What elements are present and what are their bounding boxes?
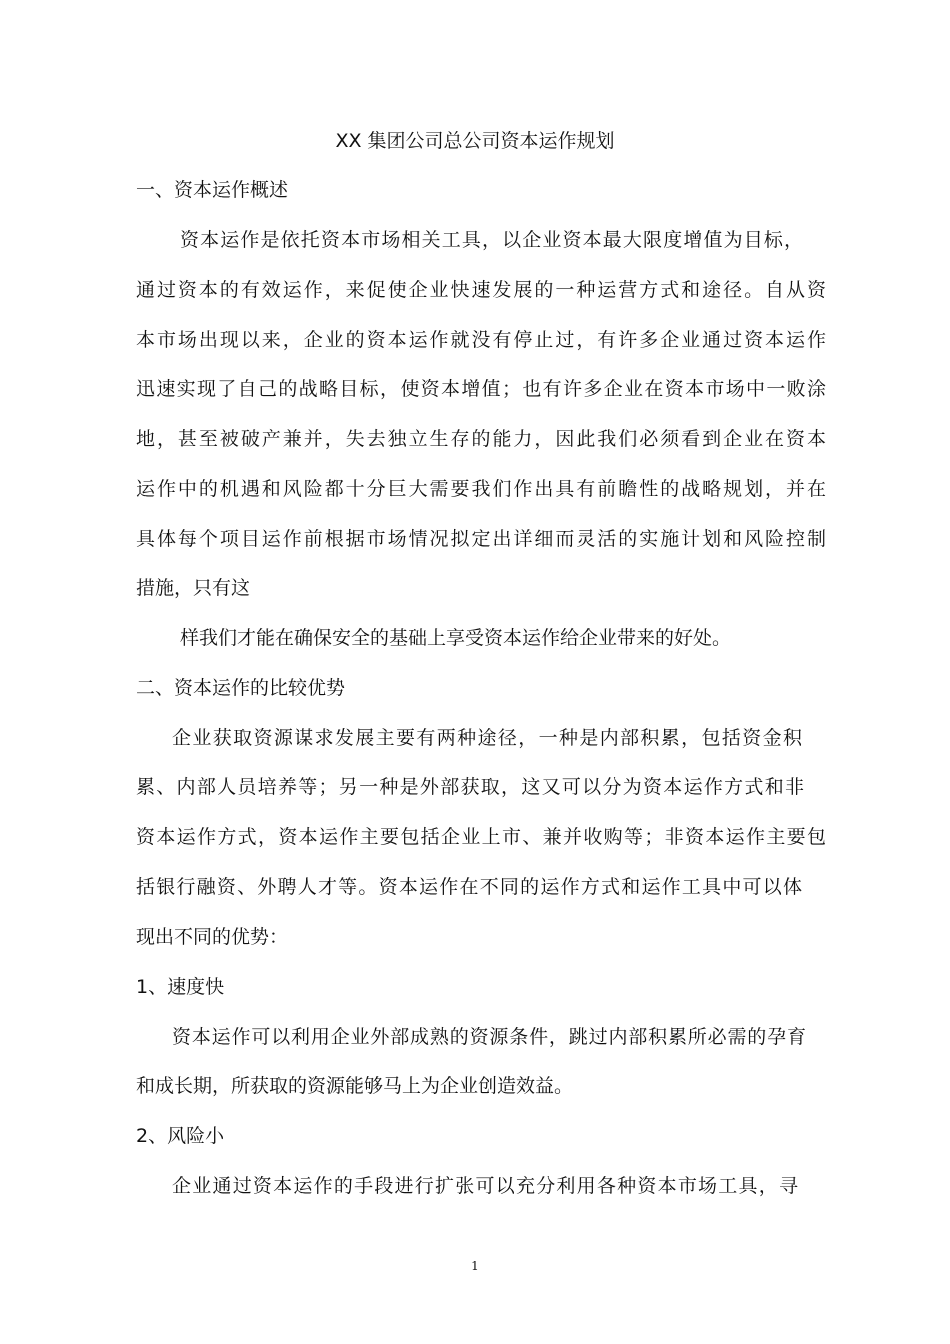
paragraph-line: 本市场出现以来，企业的资本运作就没有停止过，有许多企业通过资本运作 [136,329,826,351]
section-heading-overview: 一、资本运作概述 [136,179,289,201]
paragraph-line: 迅速实现了自己的战略目标，使资本增值；也有许多企业在资本市场中一败涂 [136,378,826,400]
paragraph-line: 现出不同的优势： [136,926,289,948]
page-number: 1 [471,1259,479,1273]
paragraph-line: 运作中的机遇和风险都十分巨大需要我们作出具有前瞻性的战略规划，并在 [136,478,826,500]
subheading-risk: 2、风险小 [136,1125,225,1147]
paragraph-line: 资本运作方式，资本运作主要包括企业上市、兼并收购等；非资本运作主要包 [136,826,826,848]
paragraph-line: 企业获取资源谋求发展主要有两种途径，一种是内部积累，包括资金积 [172,727,802,749]
paragraph-line: 地，甚至被破产兼并，失去独立生存的能力，因此我们必须看到企业在资本 [136,428,826,450]
section-heading-advantages: 二、资本运作的比较优势 [136,677,346,699]
paragraph-line: 资本运作可以利用企业外部成熟的资源条件，跳过内部积累所必需的孕育 [172,1026,806,1048]
paragraph-line: 累、内部人员培养等；另一种是外部获取，这又可以分为资本运作方式和非 [136,776,804,798]
paragraph-line: 括银行融资、外聘人才等。资本运作在不同的运作方式和运作工具中可以体 [136,876,802,898]
paragraph-line: 通过资本的有效运作，来促使企业快速发展的一种运营方式和途径。自从资 [136,279,826,301]
subheading-speed: 1、速度快 [136,976,225,998]
paragraph-line: 具体每个项目运作前根据市场情况拟定出详细而灵活的实施计划和风险控制 [136,528,826,550]
paragraph-line: 措施，只有这 [136,577,251,599]
paragraph-line: 企业通过资本运作的手段进行扩张可以充分利用各种资本市场工具，寻 [172,1175,798,1197]
paragraph-line: 资本运作是依托资本市场相关工具，以企业资本最大限度增值为目标， [180,229,803,251]
paragraph-line: 和成长期，所获取的资源能够马上为企业创造效益。 [136,1075,574,1097]
paragraph-line: 样我们才能在确保安全的基础上享受资本运作给企业带来的好处。 [180,627,732,649]
document-title: XX 集团公司总公司资本运作规划 [335,130,615,152]
